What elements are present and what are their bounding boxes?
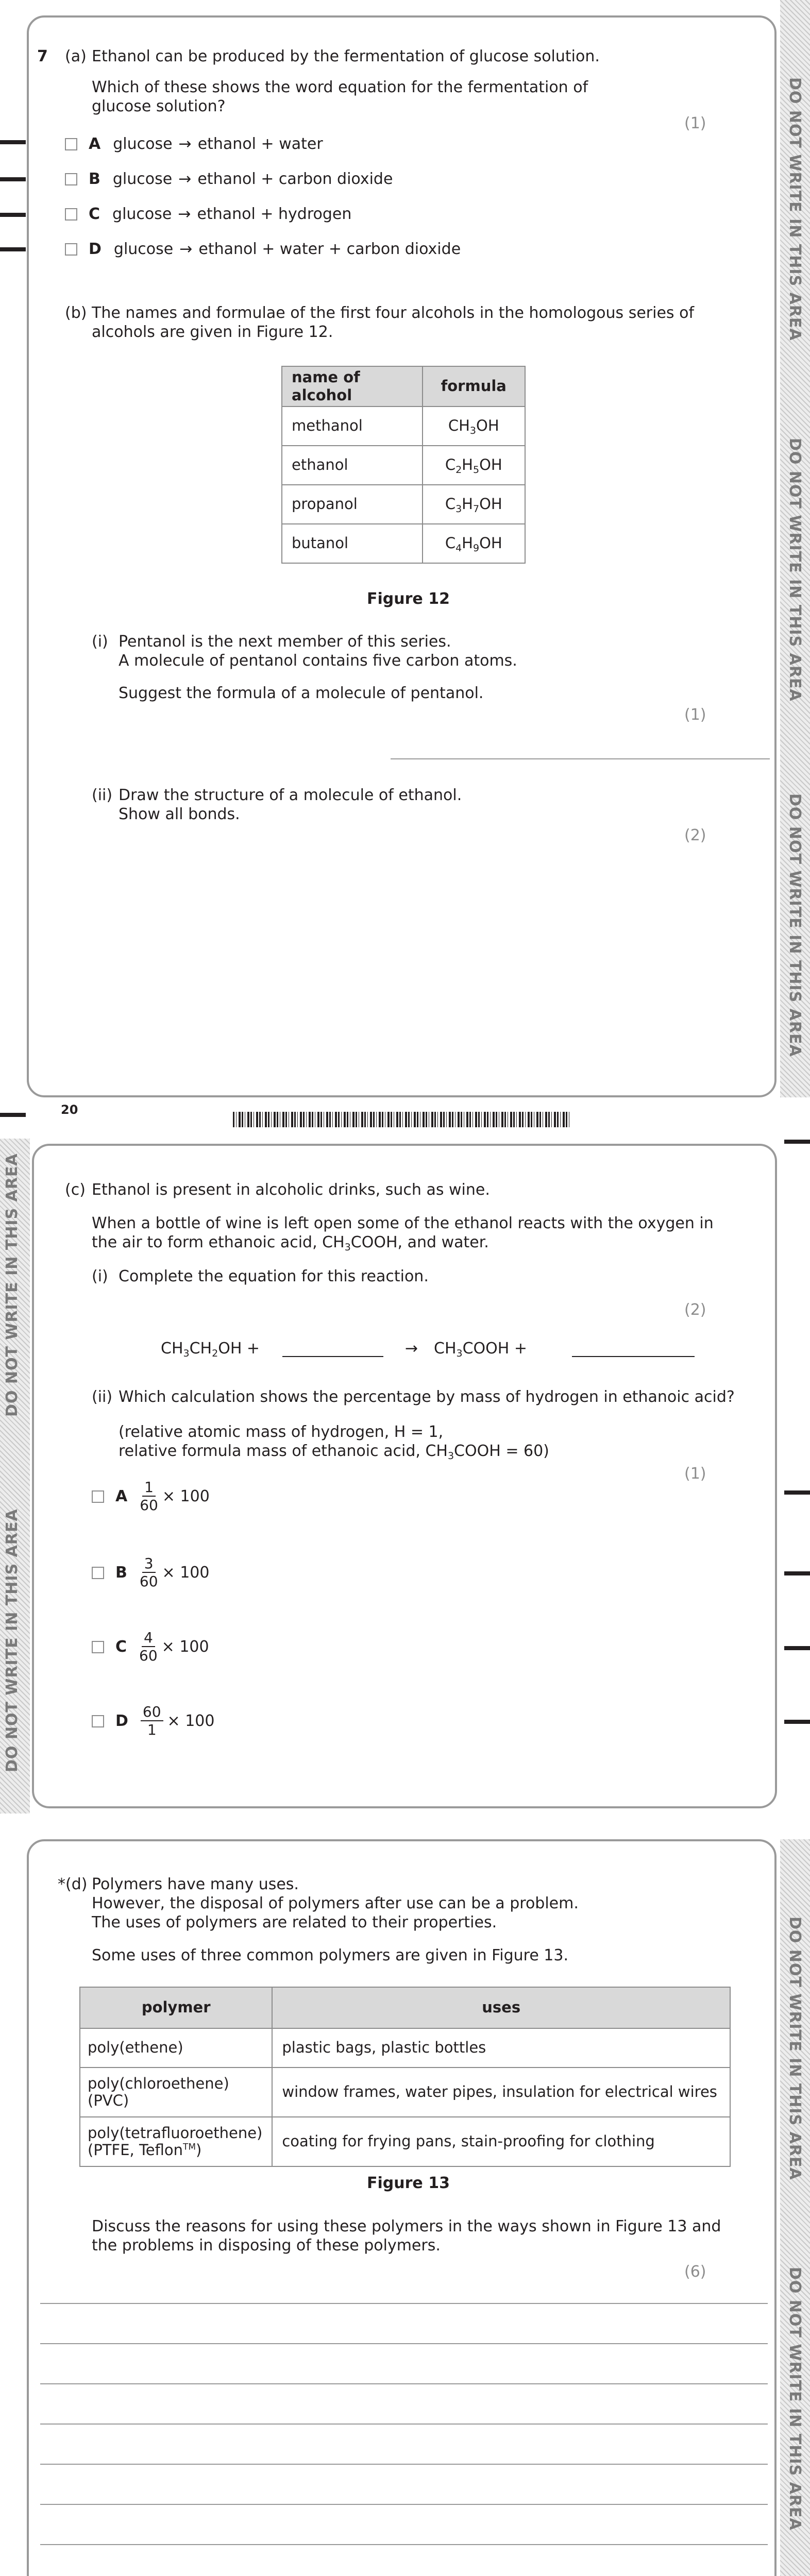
answer-line[interactable] — [40, 2424, 768, 2425]
answer-line[interactable] — [40, 2544, 768, 2545]
registration-mark — [784, 1490, 810, 1495]
table-header: polymer — [80, 1987, 272, 2028]
table-cell: plastic bags, plastic bottles — [272, 2028, 730, 2067]
part-c-text: When a bottle of wine is left open some of the ethanol reacts with the oxygen in — [92, 1214, 714, 1232]
option-d-row[interactable]: D glucose → ethanol + water + carbon dioxide — [65, 240, 461, 259]
answer-line[interactable] — [40, 2464, 768, 2465]
option-b-row[interactable]: B glucose → ethanol + carbon dioxide — [65, 170, 393, 189]
registration-mark — [0, 140, 26, 144]
part-b-i-text: Suggest the formula of a molecule of pentanol. — [119, 684, 484, 702]
figure-12-caption: Figure 12 — [367, 590, 450, 608]
table-cell: butanol — [282, 524, 423, 563]
registration-mark — [784, 1720, 810, 1724]
answer-checkbox[interactable] — [92, 1567, 104, 1579]
registration-mark — [0, 1113, 26, 1117]
margin-warning-text: DO NOT WRITE IN THIS AREA — [786, 438, 804, 702]
part-d-marks: (6) — [684, 2263, 706, 2281]
answer-line[interactable] — [40, 2504, 768, 2505]
part-c-ii-note: relative formula mass of ethanoic acid, $CH_3COOH = 60$) — [119, 1442, 549, 1462]
part-a-label: (a) — [65, 47, 87, 65]
part-b-i-text: Pentanol is the next member of this series. — [119, 633, 451, 651]
answer-line[interactable] — [40, 2343, 768, 2344]
drawing-area[interactable] — [92, 850, 762, 1077]
equation-right: $CH_3COOH$ + — [434, 1340, 528, 1359]
answer-checkbox[interactable] — [92, 1490, 104, 1503]
margin-warning-text: DO NOT WRITE IN THIS AREA — [786, 77, 804, 341]
arrow-symbol: → — [405, 1340, 418, 1358]
table-cell: poly(tetrafluoroethene) (PTFE, Teflon™) — [80, 2117, 272, 2166]
formula-cell: $C_4H_9OH$ — [423, 524, 525, 563]
arrow-symbol: → — [178, 135, 192, 153]
formula-cell: $CH_3OH$ — [423, 406, 525, 446]
table-cell: poly(chloroethene) (PVC) — [80, 2067, 272, 2117]
part-c-ii-note: (relative atomic mass of hydrogen, H = 1, — [119, 1423, 444, 1441]
equation-blank-2[interactable] — [572, 1356, 695, 1357]
part-b-intro: The names and formulae of the first four alcohols in the homologous series of — [92, 304, 695, 322]
part-b-intro: alcohols are given in Figure 12. — [92, 323, 333, 341]
part-b-i-marks: (1) — [684, 706, 706, 724]
table-cell: poly(ethene) — [80, 2028, 272, 2067]
answer-checkbox[interactable] — [92, 1641, 104, 1653]
part-c-label: (c) — [65, 1181, 86, 1199]
fraction: $\frac{4}{60}$ — [139, 1629, 158, 1664]
margin-warning-text: DO NOT WRITE IN THIS AREA — [786, 2267, 804, 2531]
part-c-ii-text: Which calculation shows the percentage by mass of hydrogen in ethanoic acid? — [119, 1388, 735, 1406]
margin-warning-text: DO NOT WRITE IN THIS AREA — [3, 1509, 21, 1772]
registration-mark — [0, 213, 26, 217]
part-a-marks: (1) — [684, 114, 706, 132]
question-number: 7 — [37, 47, 48, 65]
part-c-intro: Ethanol is present in alcoholic drinks, such as wine. — [92, 1181, 490, 1199]
part-c-i-text: Complete the equation for this reaction. — [119, 1267, 429, 1285]
option-c-row[interactable]: C glucose → ethanol + hydrogen — [65, 205, 351, 224]
answer-checkbox[interactable] — [65, 173, 77, 185]
part-b-ii-text: Draw the structure of a molecule of ethanol. — [119, 786, 462, 804]
answer-checkbox[interactable] — [65, 208, 77, 221]
answer-checkbox[interactable] — [65, 138, 77, 150]
registration-mark — [784, 1571, 810, 1575]
equation-blank-1[interactable] — [282, 1356, 383, 1357]
equation-left: $CH_3CH_2OH$ + — [161, 1340, 260, 1359]
option-c-row[interactable]: C $\frac{4}{60}$ × 100 — [92, 1630, 209, 1664]
polymers-table — [79, 1987, 731, 2167]
fraction: $\frac{1}{60}$ — [140, 1479, 158, 1514]
registration-mark — [0, 177, 26, 181]
answer-checkbox[interactable] — [92, 1715, 104, 1727]
answer-line[interactable] — [40, 2383, 768, 2384]
part-d-text: Polymers have many uses. — [92, 1875, 299, 1893]
part-d-text: However, the disposal of polymers after use can be a problem. — [92, 1894, 579, 1912]
table-header: formula — [423, 366, 525, 406]
arrow-symbol: → — [178, 170, 192, 188]
answer-line[interactable] — [391, 758, 770, 759]
table-header: uses — [272, 1987, 730, 2028]
answer-line[interactable] — [40, 2303, 768, 2304]
part-d-text: Some uses of three common polymers are given in Figure 13. — [92, 1946, 569, 1964]
margin-warning-text: DO NOT WRITE IN THIS AREA — [3, 1153, 21, 1417]
alcohols-table — [281, 366, 526, 564]
table-cell: ethanol — [282, 446, 423, 485]
margin-warning-text: DO NOT WRITE IN THIS AREA — [786, 1917, 804, 2180]
part-c-text: the air to form ethanoic acid, $CH_3COOH$, and water. — [92, 1233, 489, 1253]
part-a-question: glucose solution? — [92, 97, 226, 115]
part-d-text: The uses of polymers are related to their properties. — [92, 1913, 497, 1931]
part-b-label: (b) — [65, 304, 87, 322]
arrow-symbol: → — [178, 205, 191, 223]
part-d-discuss: the problems in disposing of these polymers. — [92, 2236, 441, 2255]
option-a-row[interactable]: A glucose → ethanol + water — [65, 135, 323, 154]
table-header: name of alcohol — [282, 366, 423, 406]
table-cell: window frames, water pipes, insulation for electrical wires — [272, 2067, 730, 2117]
part-c-ii-marks: (1) — [684, 1465, 706, 1483]
registration-mark — [0, 247, 26, 251]
part-c-ii-label: (ii) — [92, 1388, 113, 1406]
table-cell: methanol — [282, 406, 423, 446]
part-b-ii-label: (ii) — [92, 786, 113, 804]
part-a-stem: Ethanol can be produced by the fermentation of glucose solution. — [92, 47, 600, 65]
figure-13-caption: Figure 13 — [367, 2174, 450, 2192]
margin-warning-text: DO NOT WRITE IN THIS AREA — [786, 793, 804, 1057]
option-d-row[interactable]: D $\frac{60}{1}$ × 100 — [92, 1704, 214, 1738]
registration-mark — [784, 1140, 810, 1144]
fraction: $\frac{3}{60}$ — [139, 1555, 158, 1590]
formula-cell: $C_3H_7OH$ — [423, 485, 525, 524]
registration-mark — [784, 1646, 810, 1650]
formula-cell: $C_2H_5OH$ — [423, 446, 525, 485]
part-b-ii-text: Show all bonds. — [119, 805, 240, 823]
answer-checkbox[interactable] — [65, 243, 77, 256]
barcode — [233, 1112, 571, 1127]
page-number: 20 — [61, 1103, 78, 1117]
part-a-question: Which of these shows the word equation for the fermentation of — [92, 78, 588, 96]
part-c-i-marks: (2) — [684, 1301, 706, 1319]
option-b-row[interactable]: B $\frac{3}{60}$ × 100 — [92, 1556, 209, 1590]
table-cell: coating for frying pans, stain-proofing for clothing — [272, 2117, 730, 2166]
part-b-i-label: (i) — [92, 633, 108, 651]
part-d-label: *(d) — [58, 1875, 88, 1893]
option-a-row[interactable]: A $\frac{1}{60}$ × 100 — [92, 1480, 210, 1514]
part-d-discuss: Discuss the reasons for using these polymers in the ways shown in Figure 13 and — [92, 2217, 721, 2235]
part-b-ii-marks: (2) — [684, 826, 706, 844]
part-c-i-label: (i) — [92, 1267, 108, 1285]
arrow-symbol: → — [179, 240, 193, 258]
table-cell: propanol — [282, 485, 423, 524]
part-b-i-text: A molecule of pentanol contains five carbon atoms. — [119, 652, 517, 670]
fraction: $\frac{60}{1}$ — [141, 1704, 163, 1738]
